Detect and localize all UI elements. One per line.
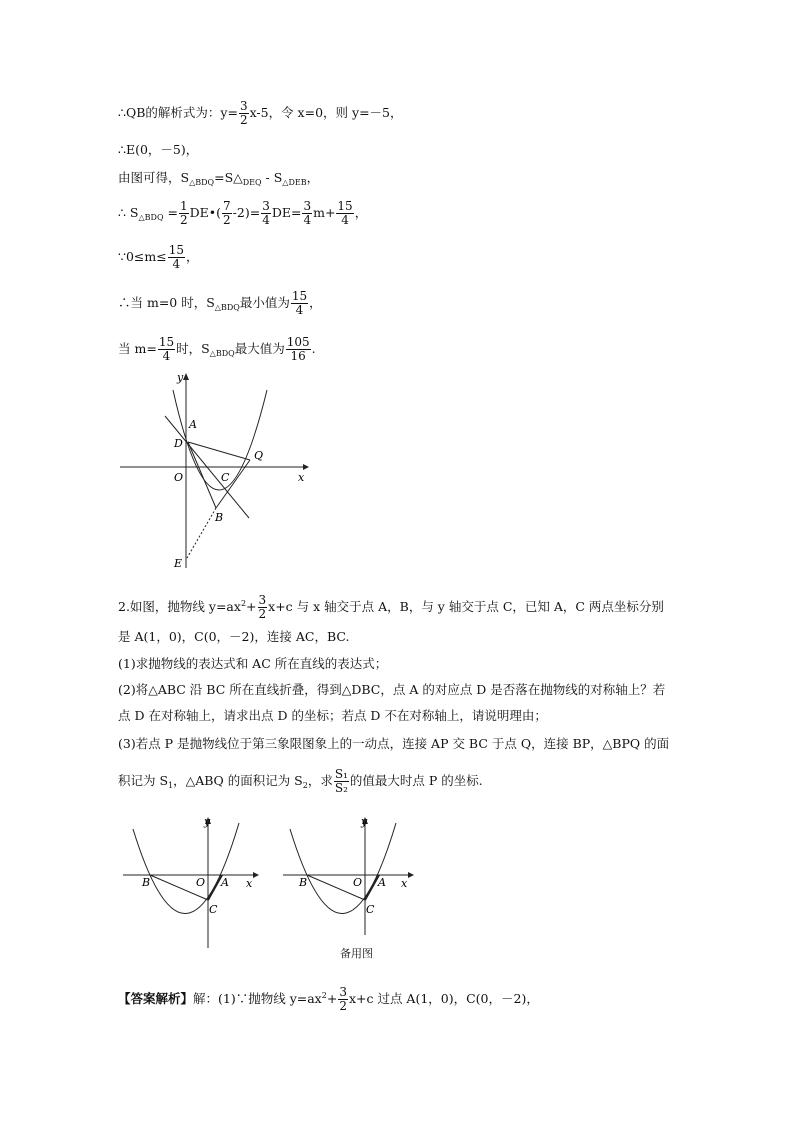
segment-DB xyxy=(188,442,216,508)
text: ∴QB的解析式为：y= xyxy=(118,105,238,120)
svg-text:x: x xyxy=(246,877,253,890)
svg-text:O: O xyxy=(353,876,363,889)
problem2-question-3b: 积记为 $S_1$，△ABQ 的面积记为 $S_2$，求 $\frac{\text{S₁}}{\text{S₂}}$ 的值最大时点 P 的坐标. xyxy=(118,767,483,795)
svg-text:C: C xyxy=(366,903,375,916)
answer-label: 【答案解析】 xyxy=(118,991,194,1006)
problem2-question-3a: (3)若点 P 是抛物线位于第三象限图象上的一动点，连接 AP 交 BC 于点 Q，连接 BP，△BPQ 的面 xyxy=(118,736,670,751)
label-y: y xyxy=(177,371,184,384)
solution-line-3: 由图可得，$S_{\triangle BDQ}=S\triangle_{DEQ} - S_{\triangle DEB}$， xyxy=(118,170,320,187)
text: x-5，令 x=0，则 y=－5， xyxy=(249,105,403,120)
label-Q: Q xyxy=(254,449,264,462)
solution-line-2 xyxy=(118,142,198,158)
fraction: $\frac{3}{2}$ xyxy=(239,99,248,127)
svg-text:y: y xyxy=(204,815,211,828)
solution-line-4: ∴ $S_{\triangle BDQ}$ = $\frac{1}{2}$ DE•( $\frac{7}{2}$ -2)= $\frac{3}{4}$ DE= $\frac{3}{4}$ m+ $\frac{15}{4}$ ， xyxy=(118,199,368,227)
svg-text:B: B xyxy=(142,876,151,889)
answer-line: 【答案解析】解：(1)∵抛物线 $y=ax^2+$ $\frac{3}{2}$ x+c 过点 A(1，0)，C(0，－2)， xyxy=(118,985,539,1013)
problem2-line-1: 2.如图，抛物线 $y=ax^2+$ $\frac{3}{2}$ x+c 与 x 轴交于点 A，B，与 y 轴交于点 C，已知 A，C 两点坐标分别 xyxy=(118,593,664,621)
problem2-question-2a: (2)将△ABC 沿 BC 所在直线折叠，得到△DBC，点 A 的对应点 D 是否落在抛物线的对称轴上？若 xyxy=(118,682,666,697)
solution-line-5: ∵0≤m≤ $\frac{15}{4}$ ， xyxy=(118,243,199,271)
solution-line-1 xyxy=(118,100,403,127)
segment-DQ xyxy=(188,442,250,460)
parabola xyxy=(173,390,267,490)
solution-line-7: 当 m= $\frac{15}{4}$ 时，$S_{\triangle BDQ}$最大值为 $\frac{105}{16}$ . xyxy=(118,335,316,363)
figure-1-parabola-diagram xyxy=(115,368,315,578)
problem2-question-2b: 点 D 在对称轴上，请求出点 D 的坐标；若点 D 不在对称轴上，请说明理由； xyxy=(118,708,547,723)
label-E: E xyxy=(174,557,183,570)
svg-text:B: B xyxy=(299,876,308,889)
problem2-line-2: 是 A(1，0)，C(0，－2)，连接 AC，BC. xyxy=(118,629,350,644)
svg-text:A: A xyxy=(221,876,229,889)
label-C: C xyxy=(221,471,230,484)
segment-AC xyxy=(365,875,379,900)
x-axis-arrow xyxy=(303,464,309,470)
label-D: D xyxy=(174,437,183,450)
svg-text:y: y xyxy=(361,815,368,828)
label-B: B xyxy=(215,511,224,524)
label-x: x xyxy=(298,471,305,484)
y-axis-arrow xyxy=(183,373,189,380)
label-O: O xyxy=(174,471,184,484)
figure-2-parabola-diagram xyxy=(118,815,268,950)
svg-text:O: O xyxy=(196,876,206,889)
parabola xyxy=(133,823,239,914)
problem2-question-1: (1)求抛物线的表达式和 AC 所在直线的表达式； xyxy=(118,656,388,671)
solution-line-6: ∴当 m=0 时，$S_{\triangle BDQ}$最小值为 $\frac{15}{4}$ ， xyxy=(118,289,322,317)
svg-text:x: x xyxy=(401,877,408,890)
figure-3-caption: 备用图 xyxy=(340,947,373,960)
dotted-BE xyxy=(187,508,216,558)
parabola xyxy=(290,823,396,914)
svg-text:C: C xyxy=(209,903,218,916)
segment-AC xyxy=(208,875,222,900)
svg-text:A: A xyxy=(378,876,386,889)
label-A: A xyxy=(189,418,197,431)
text: ∴E(0，－5)， xyxy=(118,142,199,157)
figure-3-parabola-diagram-spare xyxy=(278,815,428,950)
